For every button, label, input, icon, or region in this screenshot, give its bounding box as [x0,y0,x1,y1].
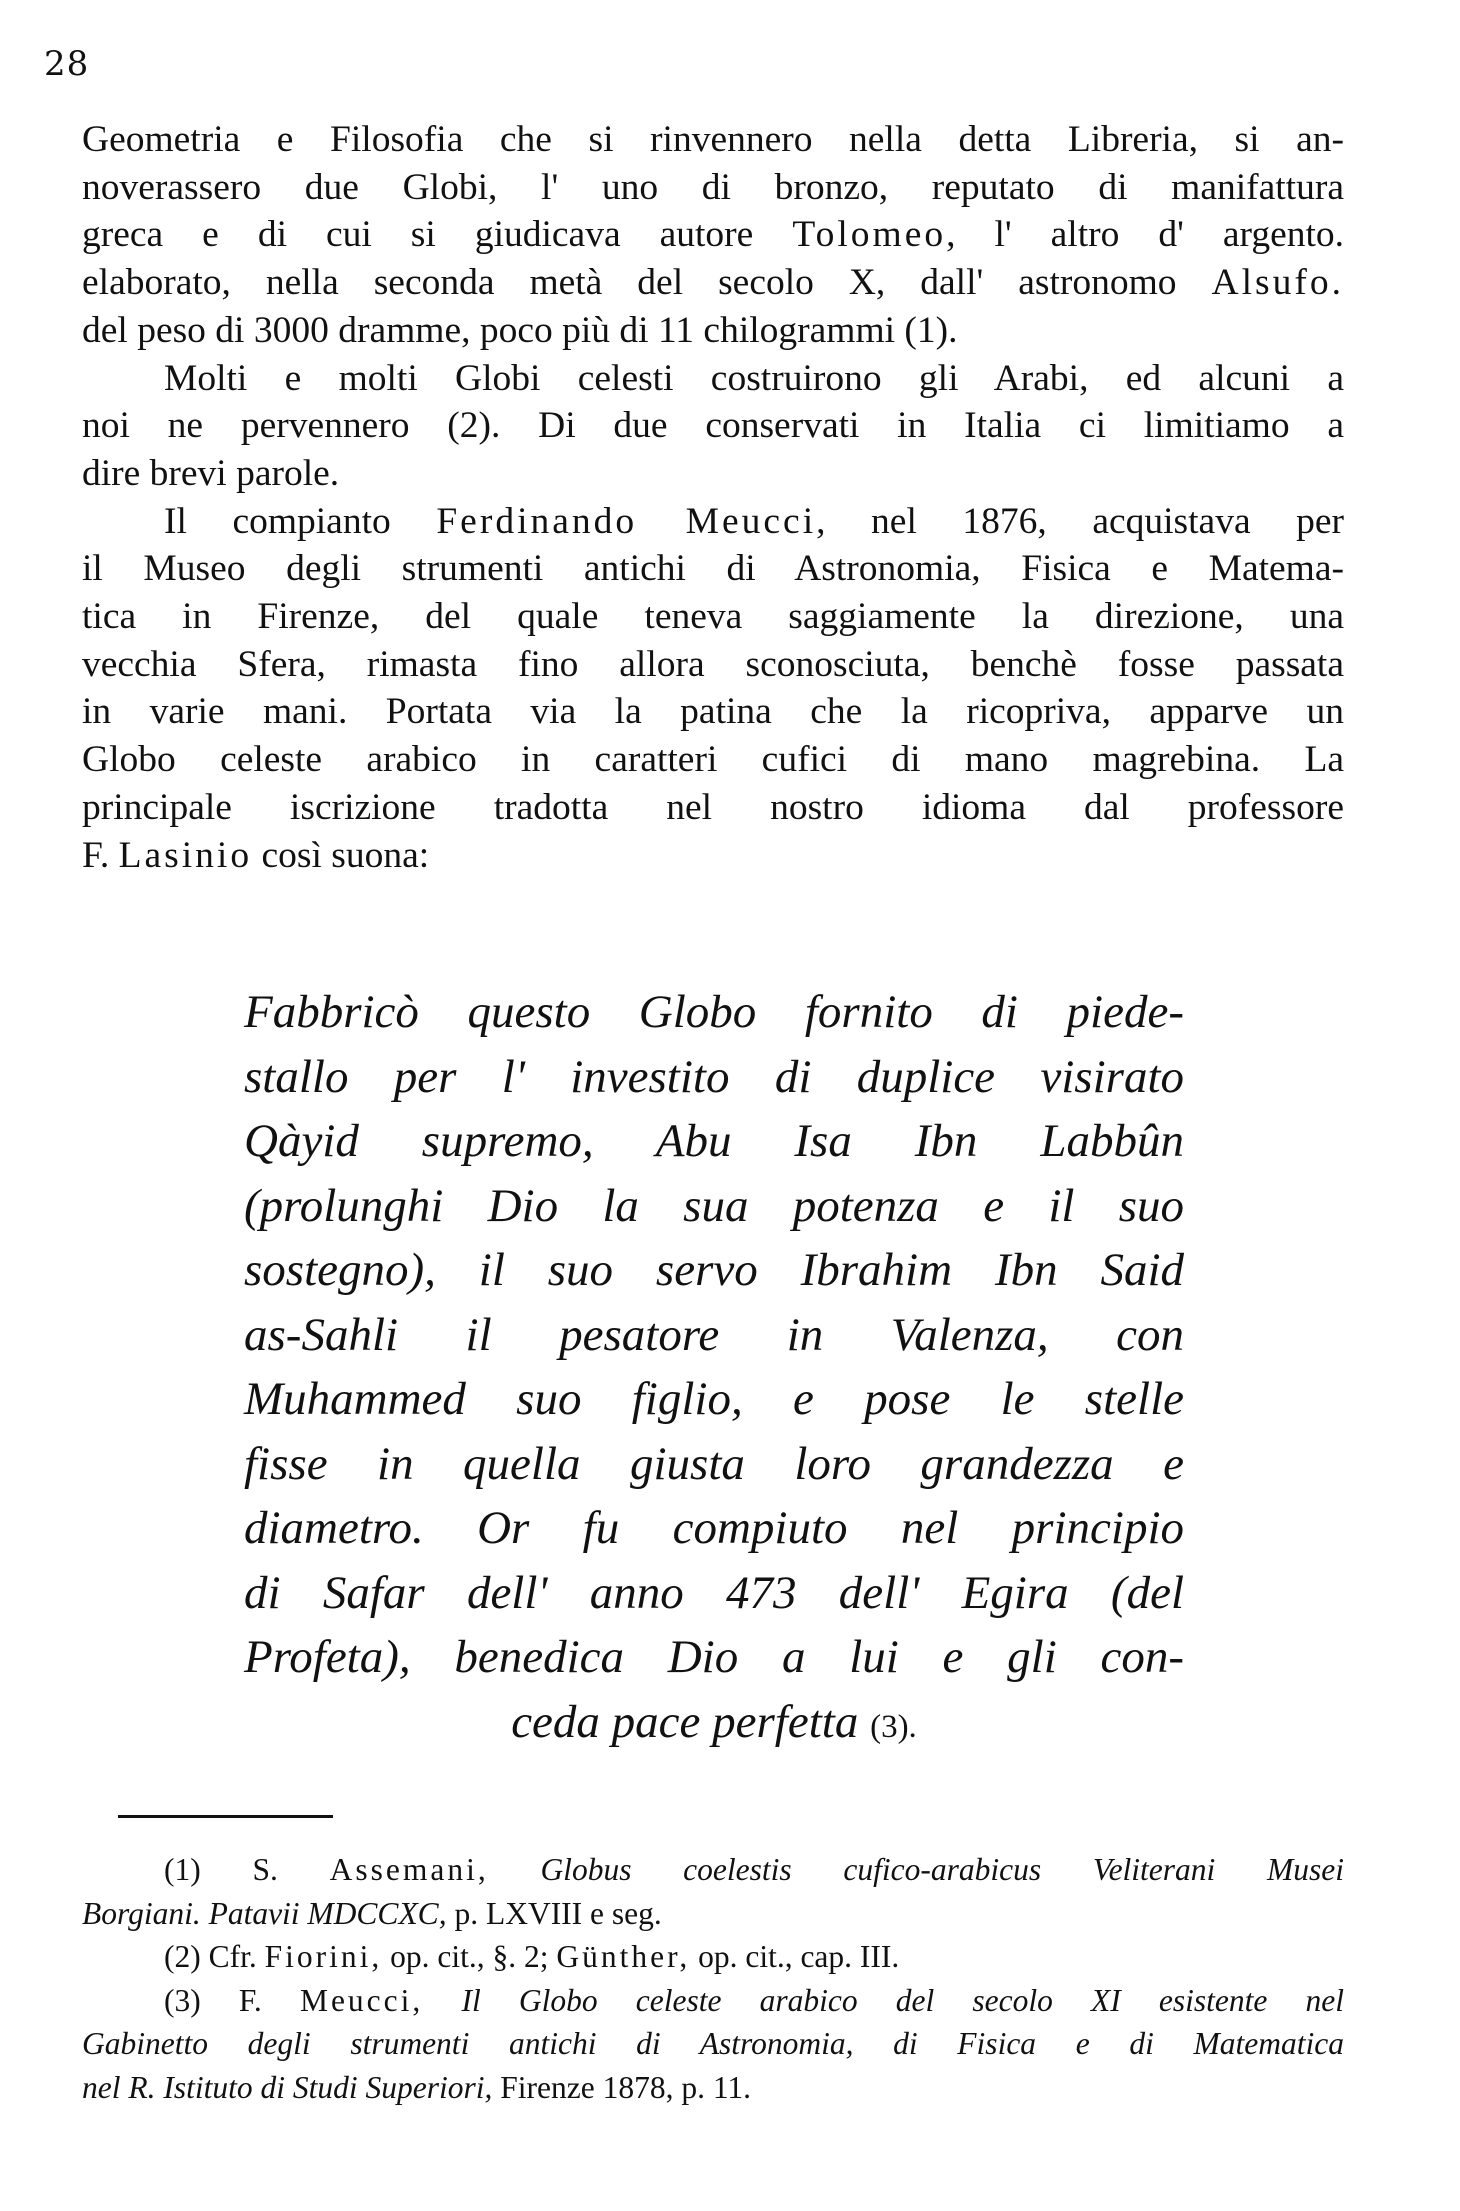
text-line: del peso di 3000 dramme, poco più di 11 chilogrammi (1). [82,309,958,351]
text-line [82,832,1344,880]
footnote-title: Gabinetto degli strumenti antichi di Astronomia, di Fisica e di Matematica [82,2026,1344,2061]
footnote-3-cont [82,2066,1344,2110]
footnote-text: op. cit., §. 2; [390,1939,549,1974]
quote-line: di Safar dell' anno 473 dell' Egira (del [244,1566,1184,1619]
quote-line [244,1690,1184,1760]
quote-line: diametro. Or fu compiuto nel principio [244,1502,1184,1554]
text-line: Globo celeste arabico in caratteri cufici di mano magrebina. La [82,739,1344,781]
quote-line: sostegno), il suo servo Ibrahim Ibn Said [244,1244,1184,1296]
paragraph-2 [82,355,1344,498]
quote-line: as-Sahli il pesatore in Valenza, con [244,1308,1184,1361]
text-line: noverassero due Globi, l' uno di bronzo, reputato di manifattura [82,166,1344,208]
footnote-text: Firenze 1878, p. 11. [500,2069,752,2105]
text-line: principale iscrizione tradotta nel nostro idioma dal professore [82,786,1344,828]
text-span: così suona: [261,834,430,876]
text-span: greca e di cui si giudicava autore [82,214,754,256]
name-alsufo: Alsufo. [1211,262,1344,304]
footnote-rule [118,1815,333,1818]
footnote-text: op. cit., cap. III. [698,1939,900,1974]
text-line: Molti e molti Globi celesti costruirono gli Arabi, ed alcuni a [164,357,1344,399]
footnote-text: p. LXVIII e seg. [454,1895,662,1931]
quote-line: Profeta), benedica Dio a lui e gli con- [244,1631,1184,1683]
text-line: in varie mani. Portata via la patina che la ricopriva, apparve un [82,691,1344,733]
name-lasinio: Lasinio [118,834,253,876]
footnote-title: Il Globo celeste arabico del secolo XI esistente nel [461,1982,1345,2018]
footnote-ref: (3). [870,1708,917,1745]
footnote-number: (3) F. [164,1982,262,2018]
text-line: il Museo degli strumenti antichi di Astronomia, Fisica e Matema- [82,548,1344,590]
quote-line: Fabbricò questo Globo fornito di piede- [244,986,1184,1038]
name-tolomeo: Tolomeo [792,214,947,256]
footnote-title: nel R. Istituto di Studi Superiori, [82,2069,493,2105]
text-span: , l' altro d' argento. [946,214,1345,256]
text-line [82,259,1344,307]
footnote-number: (1) S. [164,1852,278,1887]
text-line [82,211,1344,259]
text-span: , nel 1876, acquistava per [816,500,1345,542]
footnotes [82,1848,1344,2109]
footnote-1 [82,1848,1344,1892]
text-line: tica in Firenze, del quale teneva saggiamente la direzione, una [82,596,1344,638]
footnote-author: Fiorini, [264,1939,383,1974]
text-span: Il compianto [164,500,391,542]
footnote-title: Borgiani. Patavii MDCCXC, [82,1895,447,1931]
footnote-2 [82,1935,1344,1979]
footnote-author: Meucci, [299,1982,424,2018]
quote-line: (prolunghi Dio la sua potenza e il suo [244,1179,1184,1232]
footnote-author: Günther, [556,1939,691,1974]
text-line: vecchia Sfera, rimasta fino allora sconosciuta, benchè fosse passata [82,643,1344,685]
inscription-quote [244,980,1184,1759]
text-line: Geometria e Filosofia che si rinvennero nella detta Libreria, si an- [82,119,1344,160]
footnote-author: Assemani, [329,1852,489,1887]
body-text [82,116,1344,879]
quote-line: fisse in quella giusta loro grandezza e [244,1437,1184,1490]
paragraph-1 [82,116,1344,355]
footnote-3 [82,1979,1344,2023]
quote-line: Qàyid supremo, Abu Isa Ibn Labbûn [244,1115,1184,1167]
footnote-1-cont [82,1892,1344,1936]
footnote-number: (2) Cfr. [164,1939,257,1974]
paragraph-3 [82,498,1344,880]
text-line [82,498,1344,546]
quote-text: ceda pace perfetta [511,1695,859,1748]
quote-line: Muhammed suo figlio, e pose le stelle [244,1373,1184,1425]
name-meucci: Ferdinando Meucci [436,500,817,542]
footnote-3-cont [82,2022,1344,2066]
page-number: 28 [44,44,90,84]
quote-line: stallo per l' investito di duplice visirato [244,1050,1184,1103]
footnote-title: Globus coelestis cufico-arabicus Veliterani Musei [540,1852,1345,1887]
text-line: dire brevi parole. [82,452,340,494]
text-span: elaborato, nella seconda metà del secolo X, dall' astronomo [82,262,1177,304]
text-line: noi ne pervennero (2). Di due conservati in Italia ci limitiamo a [82,405,1344,447]
text-span: F. [82,834,110,876]
